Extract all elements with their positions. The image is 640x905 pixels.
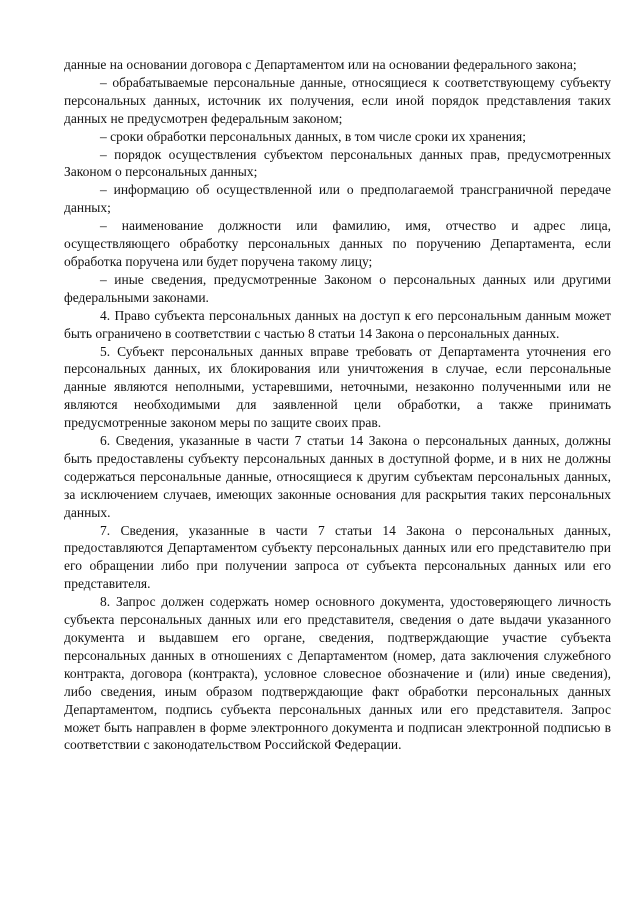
list-item-rights-procedure: – порядок осуществления субъектом персональных данных прав, предусмотренных Законом о персональных данных; bbox=[64, 146, 611, 180]
clause-5: 5. Субъект персональных данных вправе требовать от Департамента уточнения его персональных данных, их блокирования или уничтожения в случае, если персональные данные являются неполными, устаревшими, неточными, незаконно полученными или не являются необходимыми для заявленной цели обработки, а также принимать предусмотренные законом меры по защите своих прав. bbox=[64, 343, 611, 431]
list-item-cross-border: – информацию об осуществленной или о предполагаемой трансграничной передаче данных; bbox=[64, 182, 611, 216]
paragraph-continuation: данные на основании договора с Департаментом или на основании федерального закона; bbox=[64, 57, 577, 72]
clause-8: 8. Запрос должен содержать номер основного документа, удостоверяющего личность субъекта персональных данных или его представителя, сведения о дате выдачи указанного документа и выдавшем его органе, сведения, подтверждающие участие субъекта персональных данных в отношениях с Департаментом (номер, дата заключения служебного контракта, договора (контракта), условное словесное обозначение и (или) иные сведения), либо сведения, иным образом подтверждающие факт обработки персональных данных Департаментом, подпись субъекта персональных данных или его представителя. Запрос может быть направлен в форме электронного документа и подписан электронной подписью в соответствии с законодательством Российской Федерации. bbox=[64, 594, 611, 753]
list-item-processing-terms: – сроки обработки персональных данных, в том числе сроки их хранения; bbox=[100, 128, 526, 144]
list-item-other-info: – иные сведения, предусмотренные Законом о персональных данных или другими федеральными законами. bbox=[64, 271, 611, 305]
clause-7: 7. Сведения, указанные в части 7 статьи 14 Закона о персональных данных, предоставляются Департаментом субъекту персональных данных или его представителю при его обращении либо при получении запроса от субъекта персональных данных или его представителя. bbox=[64, 522, 611, 592]
list-item-processor-info: – наименование должности или фамилию, имя, отчество и адрес лица, осуществляющего обработку персональных данных по поручению Департамента, если обработка поручена или будет поручена такому лицу; bbox=[64, 218, 611, 269]
document-page bbox=[64, 56, 611, 754]
clause-6: 6. Сведения, указанные в части 7 статьи 14 Закона о персональных данных, должны быть предоставлены субъекту персональных данных в доступной форме, и в них не должны содержаться персональные данные, относящиеся к другим субъектам персональных данных, за исключением случаев, имеющих законные основания для раскрытия таких персональных данных. bbox=[64, 433, 611, 520]
list-item-processed-data: – обрабатываемые персональные данные, относящиеся к соответствующему субъекту персональных данных, источник их получения, если иной порядок представления таких данных не предусмотрен федеральным законом; bbox=[64, 74, 611, 126]
clause-4: 4. Право субъекта персональных данных на доступ к его персональным данным может быть ограничено в соответствии с частью 8 статьи 14 Закона о персональных данных. bbox=[64, 307, 611, 341]
